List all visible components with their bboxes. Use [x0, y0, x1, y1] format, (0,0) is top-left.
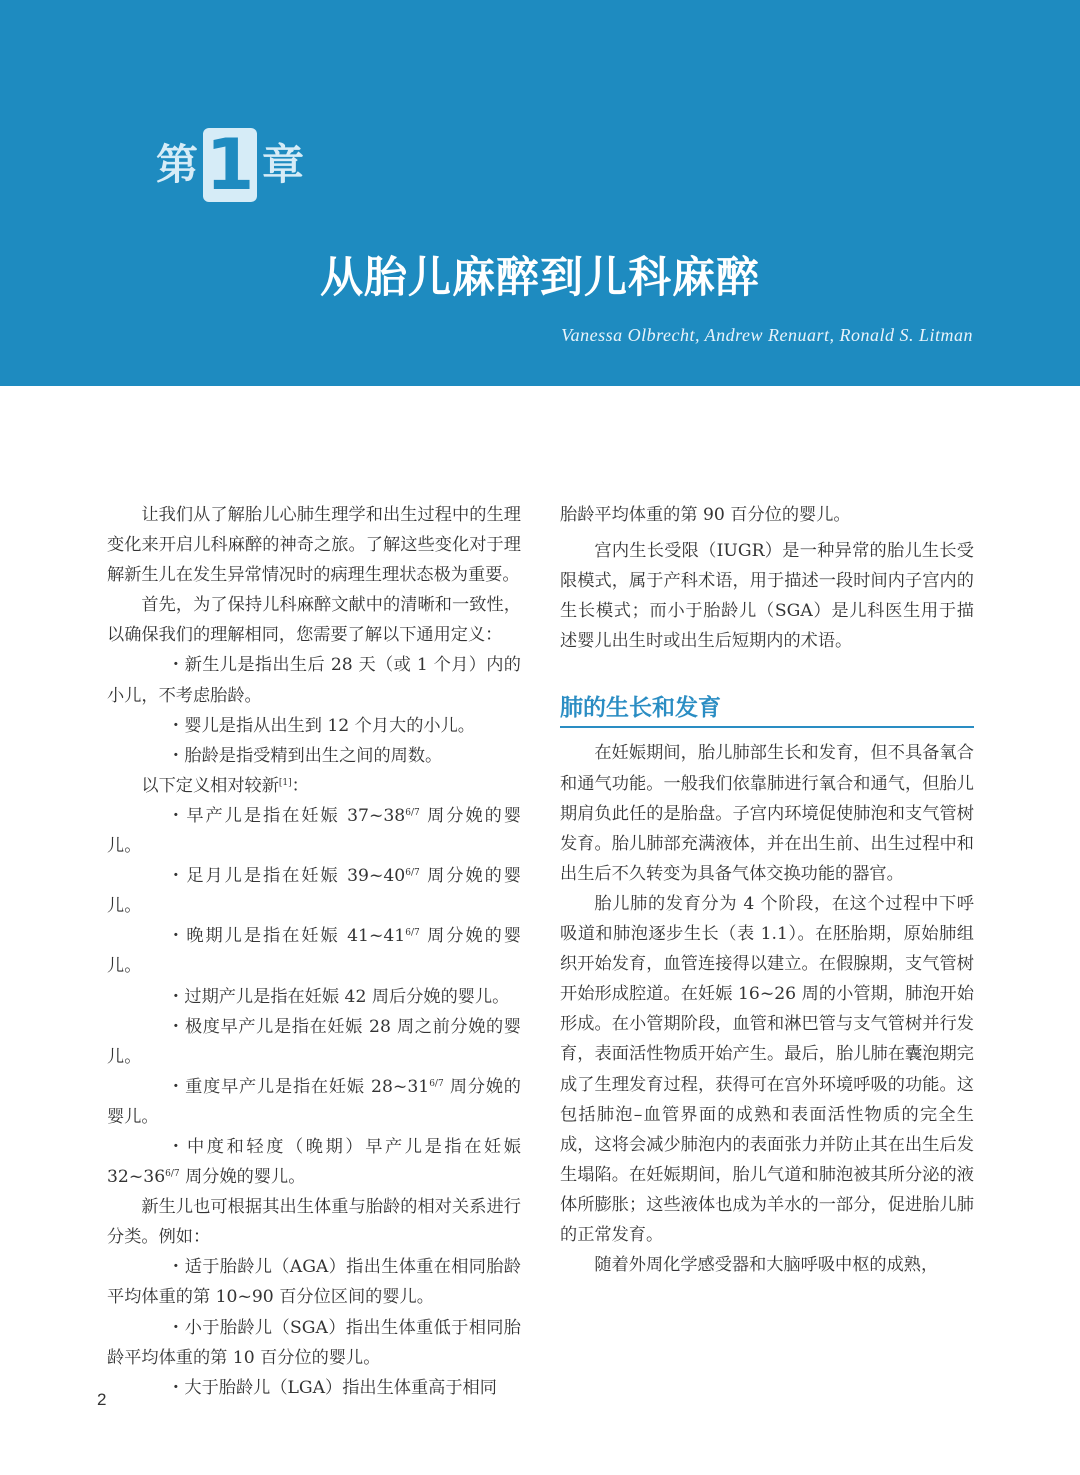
chapter-number: 1 — [203, 128, 257, 202]
definition-post-term: ・过期产儿是指在妊娠 42 周后分娩的婴儿。 — [167, 986, 510, 1007]
section-heading-lung-development: 肺的生长和发育 — [560, 692, 974, 728]
moderate-preterm-sup: 6/7 — [165, 1169, 180, 1180]
definition-extremely-preterm: ・极度早产儿是指在妊娠 28 周之前分娩的婴儿。 — [107, 1016, 521, 1067]
very-preterm-text: ・重度早产儿是指在妊娠 28~31 — [167, 1076, 430, 1097]
definition-late-term — [107, 921, 521, 981]
very-preterm-sup: 6/7 — [429, 1078, 444, 1089]
late-term-sup: 6/7 — [405, 928, 420, 939]
citation-ref: [1] — [278, 777, 292, 788]
intro-paragraph: 让我们从了解胎儿心肺生理学和出生过程中的生理变化来开启儿科麻醉的神奇之旅。了解这些变化对于理解新生儿在发生异常情况时的病理生理状态极为重要。 — [107, 505, 521, 586]
iugr-paragraph: 宫内生长受限（IUGR）是一种异常的胎儿生长受限模式，属于产科术语，用于描述一段时间内子宫内的生长模式；而小于胎龄儿（SGA）是儿科医生用于描述婴儿出生时或出生后短期内的术语。 — [560, 541, 974, 652]
definition-full-term — [107, 861, 521, 921]
preterm-tail: 周分娩的婴儿。 — [107, 805, 521, 857]
lung-paragraph-3: 随着外周化学感受器和大脑呼吸中枢的成熟， — [594, 1255, 939, 1276]
preterm-sup: 6/7 — [405, 807, 420, 818]
lga-continuation: 胎龄平均体重的第 90 百分位的婴儿。 — [560, 505, 851, 525]
definition-neonate: ・新生儿是指出生后 28 天（或 1 个月）内的小儿，不考虑胎龄。 — [107, 655, 521, 706]
very-preterm-tail: 周分娩的婴儿。 — [107, 1076, 521, 1127]
right-column — [560, 500, 974, 1280]
moderate-preterm-text: ・中度和轻度（晚期）早产儿是指在妊娠 32~36 — [107, 1136, 521, 1188]
definition-very-preterm — [107, 1072, 521, 1132]
definition-gestational-age: ・胎龄是指受精到出生之间的周数。 — [167, 745, 443, 766]
newer-intro-text: 以下定义相对较新 — [141, 775, 279, 796]
definition-sga: ・小于胎龄儿（SGA）指出生体重低于相同胎龄平均体重的第 10 百分位的婴儿。 — [107, 1317, 521, 1368]
definition-moderate-late-preterm — [107, 1132, 521, 1192]
late-term-tail: 周分娩的婴儿。 — [107, 926, 521, 977]
left-column — [107, 500, 521, 1403]
moderate-preterm-tail: 周分娩的婴儿。 — [179, 1167, 306, 1188]
chapter-label — [156, 124, 305, 206]
full-term-tail: 周分娩的婴儿。 — [107, 866, 521, 917]
newer-definitions-intro — [107, 771, 521, 801]
definition-lga: ・大于胎龄儿（LGA）指出生体重高于相同 — [167, 1377, 497, 1398]
page-number: 2 — [97, 1390, 107, 1409]
full-term-text: ・足月儿是指在妊娠 39~40 — [167, 866, 406, 887]
definition-infant: ・婴儿是指从出生到 12 个月大的小儿。 — [167, 715, 475, 736]
definitions-intro: 首先，为了保持儿科麻醉文献中的清晰和一致性，以确保我们的理解相同，您需要了解以下通用定义： — [107, 595, 521, 646]
chapter-header-banner — [0, 0, 1080, 386]
chapter-title: 从胎儿麻醉到儿科麻醉 — [320, 253, 760, 303]
lung-paragraph-1: 在妊娠期间，胎儿肺部生长和发育，但不具备氧合和通气功能。一般我们依靠肺进行氧合和通气，但胎儿期肩负此任的是胎盘。子宫内环境促使肺泡和支气管树发育。胎儿肺部充满液体，并在出生前、出生过程中和出生后不久转变为具备气体交换功能的器官。 — [560, 743, 974, 884]
definition-preterm — [107, 801, 521, 861]
chapter-suffix: 章 — [262, 140, 305, 189]
chapter-authors: Vanessa Olbrecht, Andrew Renuart, Ronald S. Litman — [561, 325, 973, 345]
definition-aga: ・适于胎龄儿（AGA）指出生体重在相同胎龄平均体重的第 10~90 百分位区间的婴儿。 — [107, 1257, 521, 1308]
birth-weight-intro: 新生儿也可根据其出生体重与胎龄的相对关系进行分类。例如： — [107, 1197, 521, 1248]
late-term-text: ・晚期儿是指在妊娠 41~41 — [167, 926, 406, 947]
newer-intro-colon: ： — [291, 775, 309, 796]
preterm-text: ・早产儿是指在妊娠 37~38 — [167, 805, 406, 826]
lung-paragraph-2: 胎儿肺的发育分为 4 个阶段，在这个过程中下呼吸道和肺泡逐步生长（表 1.1）。在胚胎期，原始肺组织开始发育，血管连接得以建立。在假腺期，支气管树开始形成腔道。在妊娠 16~26 周的小管期，肺泡开始形成。在小管期阶段，血管和淋巴管与支气管树并行发育，表面活性物质开始产生。最后，胎儿肺在囊泡期完成了生理发育过程，获得可在宫外环境呼吸的功能。这包括肺泡–血管界面的成熟和表面活性物质的完全生成，这将会减少肺泡内的表面张力并防止其在出生后发生塌陷。在妊娠期间，胎儿气道和肺泡被其所分泌的液体所膨胀；这些液体也成为羊水的一部分，促进胎儿肺的正常发育。 — [560, 893, 974, 1245]
chapter-prefix: 第 — [156, 140, 199, 189]
full-term-sup: 6/7 — [405, 868, 420, 879]
